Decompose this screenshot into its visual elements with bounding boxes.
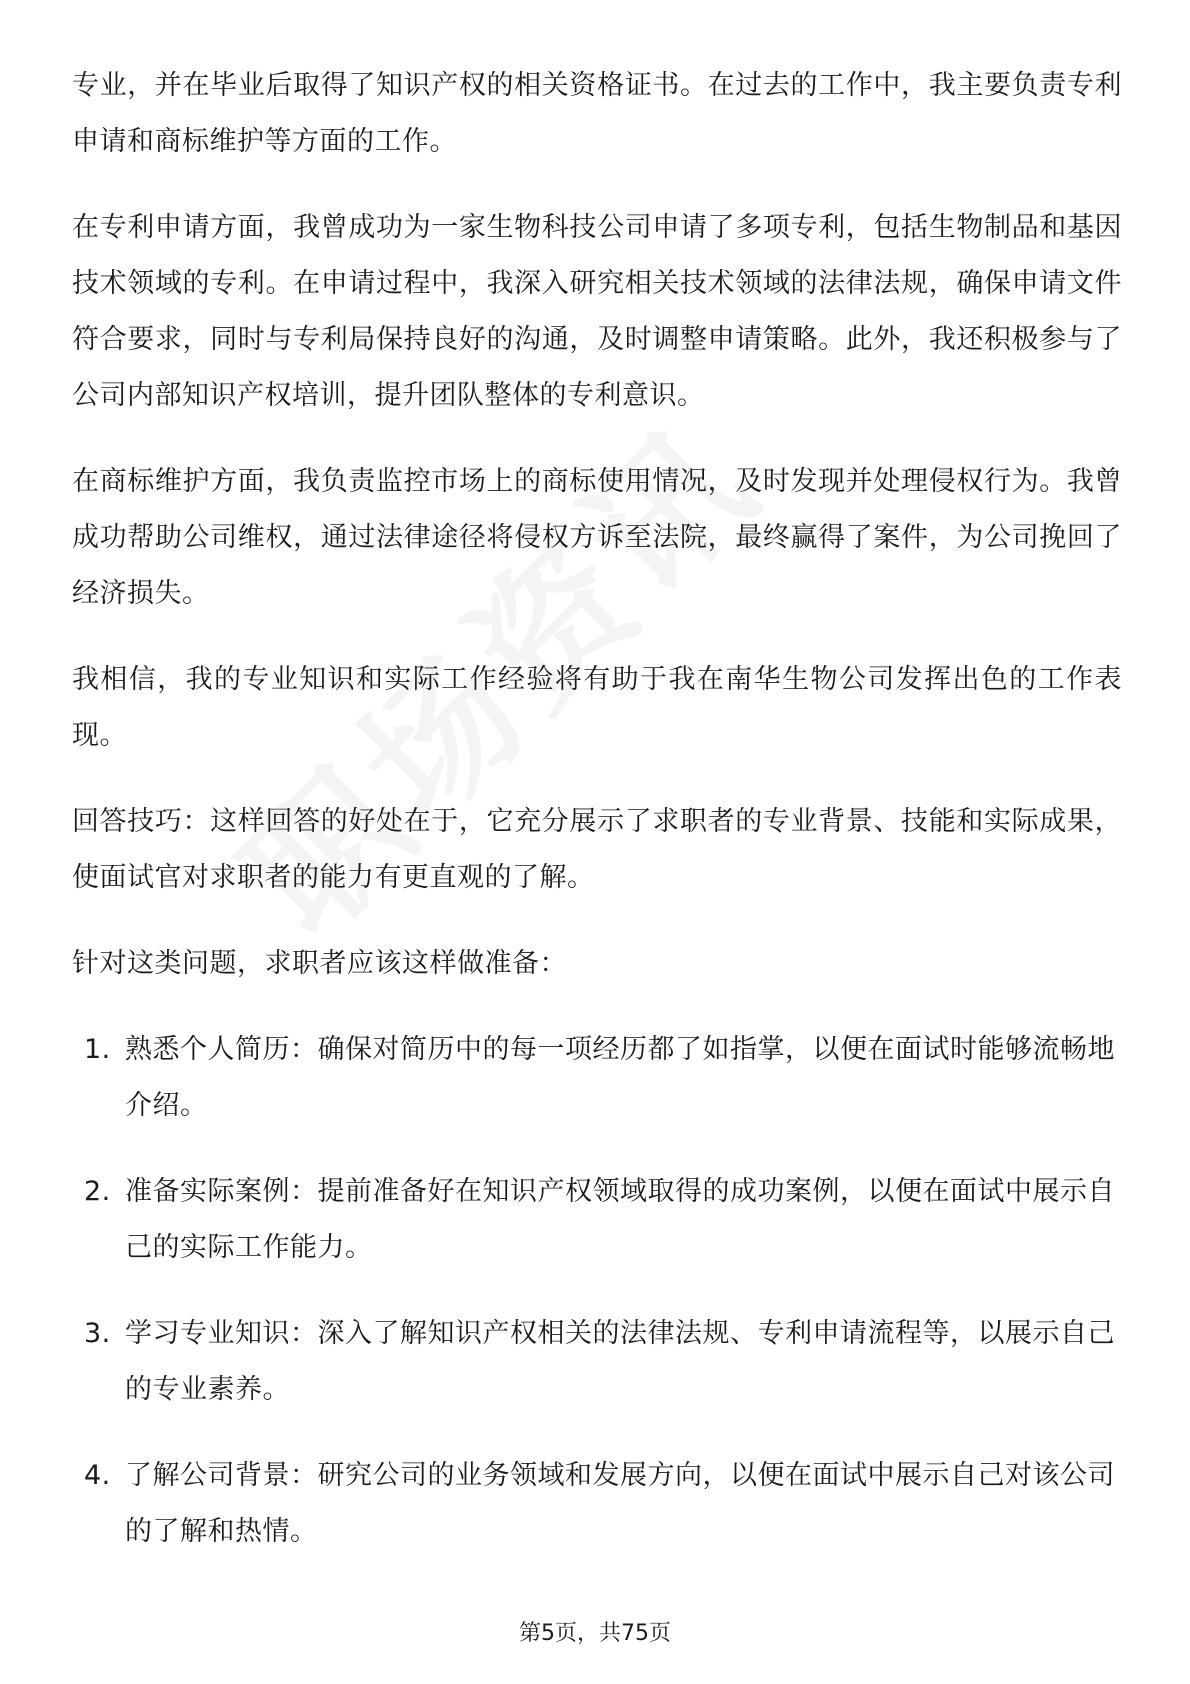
- document-body: [72, 58, 1122, 1590]
- paragraph: 回答技巧：这样回答的好处在于，它充分展示了求职者的专业背景、技能和实际成果，使面试官对求职者的能力有更直观的了解。: [72, 806, 1122, 893]
- list-item: [72, 1306, 1122, 1418]
- list-item-text: 学习专业知识：深入了解知识产权相关的法律法规、专利申请流程等，以展示自己的专业素养。: [125, 1318, 1115, 1405]
- paragraph: 在商标维护方面，我负责监控市场上的商标使用情况，及时发现并处理侵权行为。我曾成功帮助公司维权，通过法律途径将侵权方诉至法院，最终赢得了案件，为公司挽回了经济损失。: [72, 466, 1122, 609]
- list-item: [72, 1022, 1122, 1134]
- list-item: [72, 1448, 1122, 1560]
- paragraph: 专业，并在毕业后取得了知识产权的相关资格证书。在过去的工作中，我主要负责专利申请和商标维护等方面的工作。: [72, 70, 1122, 157]
- list-item: [72, 1164, 1122, 1276]
- list-item-text: 了解公司背景：研究公司的业务领域和发展方向，以便在面试中展示自己对该公司的了解和热情。: [125, 1460, 1115, 1547]
- list-number: 2.: [84, 1176, 111, 1207]
- paragraph: 在专利申请方面，我曾成功为一家生物科技公司申请了多项专利，包括生物制品和基因技术领域的专利。在申请过程中，我深入研究相关技术领域的法律法规，确保申请文件符合要求，同时与专利局保持良好的沟通，及时调整申请策略。此外，我还积极参与了公司内部知识产权培训，提升团队整体的专利意识。: [72, 212, 1122, 411]
- paragraph: 针对这类问题，求职者应该这样做准备：: [72, 948, 567, 979]
- list-item-text: 准备实际案例：提前准备好在知识产权领域取得的成功案例，以便在面试中展示自己的实际工作能力。: [125, 1176, 1115, 1263]
- paragraph: 我相信，我的专业知识和实际工作经验将有助于我在南华生物公司发挥出色的工作表现。: [72, 664, 1122, 751]
- preparation-list: [72, 1022, 1122, 1560]
- list-number: 1.: [84, 1034, 111, 1065]
- page-number-footer: 第5页，共75页: [519, 1621, 671, 1646]
- list-number: 3.: [84, 1318, 111, 1349]
- list-item-text: 熟悉个人简历：确保对简历中的每一项经历都了如指掌，以便在面试时能够流畅地介绍。: [125, 1034, 1115, 1121]
- list-number: 4.: [84, 1460, 111, 1491]
